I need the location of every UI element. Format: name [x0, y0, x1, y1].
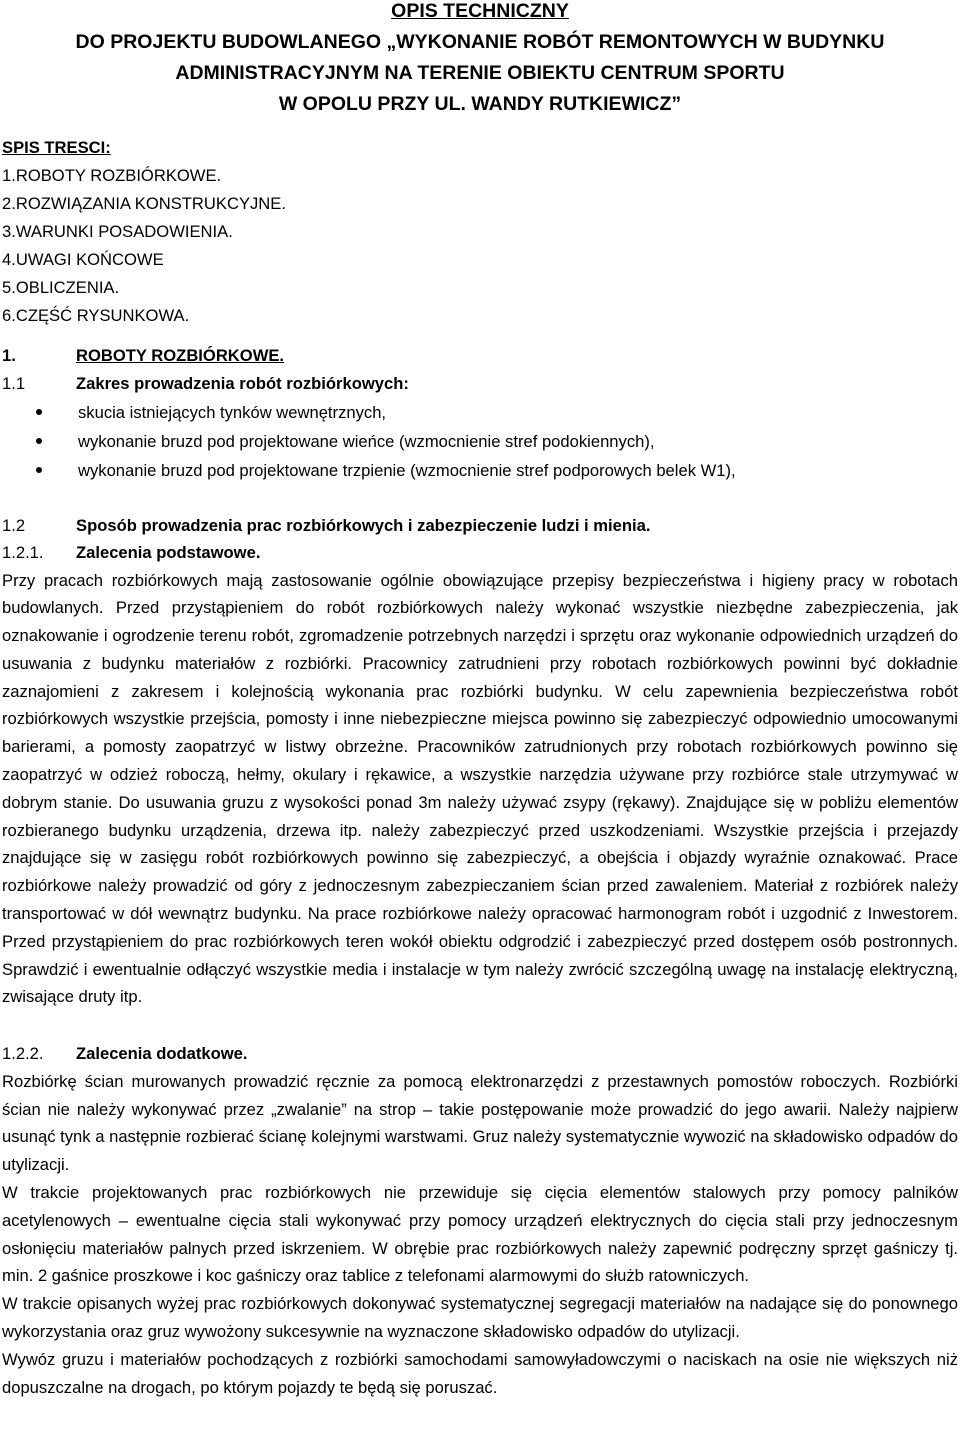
spacer: [0, 1011, 960, 1040]
bullet-icon: [36, 467, 42, 473]
list-item-text: skucia istniejących tynków wewnętrznych,: [78, 402, 387, 422]
toc-heading: SPIS TRESCI:: [2, 138, 111, 157]
additional-recommendations-paragraph-3: W trakcie opisanych wyżej prac rozbiórkowych dokonywać systematycznej segregacji materiałów na nadające się do ponownego wykorzystania oraz gruz wywożony sukcesywnie na wyznaczone składowisko odpadów do utylizacji.: [2, 1294, 958, 1341]
title-line-2: DO PROJEKTU BUDOWLANEGO „WYKONANIE ROBÓT REMONTOWYCH W BUDYNKU: [75, 31, 885, 53]
list-item-text: wykonanie bruzd pod projektowane wieńce (wzmocnienie stref podokiennych),: [78, 431, 655, 451]
title-line-3: ADMINISTRACYJNYM NA TERENIE OBIEKTU CENTRUM SPORTU: [175, 62, 785, 84]
toc-item: 3.WARUNKI POSADOWIENIA.: [2, 222, 233, 241]
subsection-1-2-1-number: 1.2.1.: [2, 543, 44, 562]
scope-list: [0, 398, 960, 485]
table-of-contents: [0, 134, 960, 330]
basic-recommendations-paragraph: Przy pracach rozbiórkowych mają zastosowanie ogólnie obowiązujące przepisy bezpieczeństwa i higieny pracy w robotach budowlanych. Przed przystąpieniem do robót rozbiórkowych należy wykonać wszystkie niezbędne zabezpieczenia, jak oznakowanie i ogrodzenie terenu robót, zgromadzenie potrzebnych narzędzi i sprzętu oraz wykonanie odpowiednich urządzeń do usuwania z budynku materiałów z rozbiórki. Pracownicy zatrudnieni przy robotach rozbiórkowych powinni być dokładnie zaznajomieni z zakresem i kolejnością wykonania prac rozbiórki budynku. W celu zapewnienia bezpieczeństwa robót rozbiórkowych wszystkie przejścia, pomosty i inne niebezpieczne miejsca powinno się zabezpieczyć odpowiednio umocowanymi barierami, a pomosty zaopatrzyć w listwy obrzeżne. Pracowników zatrudnionych przy robotach rozbiórkowych powinno się zaopatrzyć w odzież roboczą, hełmy, okulary i rękawice, a wszystkie narzędzia używane przy rozbiórce stale utrzymywać w dobrym stanie. Do usuwania gruzu z wysokości ponad 3m należy używać zsypy (rękawy). Znajdujące się w pobliżu elementów rozbieranego budynku urządzenia, drzewa itp. należy zabezpieczyć przed uszkodzeniami. Wszystkie przejścia i przejazdy znajdujące się w zasięgu robót rozbiórkowych powinno się zabezpieczyć, a obejścia i objazdy wyraźnie oznakować. Prace rozbiórkowe należy prowadzić od góry z jednoczesnym zabezpieczaniem ścian przed zawaleniem. Materiał z rozbiórek należy transportować w dół wewnątrz budynku. Na prace rozbiórkowe należy opracować harmonogram robót i uzgodnić z Inwestorem. Przed przystąpieniem do prac rozbiórkowych teren wokół obiektu odgrodzić i zabezpieczyć przed dostępem osób postronnych. Sprawdzić i ewentualnie odłączyć wszystkie media i instalacje w tym należy zwrócić szczególną uwagę na instalację elektryczną, zwisające druty itp.: [2, 570, 958, 1007]
list-item: [0, 398, 960, 427]
additional-recommendations-paragraph-4: Wywóz gruzu i materiałów pochodzących z rozbiórki samochodami samowyładowczymi o naciskach na osie nie większych niż dopuszczalne na drogach, po którym pojazdy te będą się poruszać.: [2, 1349, 958, 1397]
title-line-4: W OPOLU PRZY UL. WANDY RUTKIEWICZ”: [278, 93, 682, 115]
list-item: [0, 427, 960, 456]
document-title: [0, 0, 960, 120]
subsection-1-2-title: Sposób prowadzenia prac rozbiórkowych i zabezpieczenie ludzi i mienia.: [76, 515, 651, 535]
title-line-1: OPIS TECHNICZNY: [391, 0, 569, 22]
bullet-icon: [36, 409, 42, 415]
subsection-1-1-title: Zakres prowadzenia robót rozbiórkowych:: [76, 374, 409, 393]
section-1-title: ROBOTY ROZBIÓRKOWE.: [76, 346, 285, 365]
toc-item: 2.ROZWIĄZANIA KONSTRUKCYJNE.: [2, 194, 286, 213]
bullet-icon: [36, 438, 42, 444]
subsection-1-1-number: 1.1: [2, 374, 26, 393]
list-item: [0, 456, 960, 485]
subsection-1-2-1-heading: [0, 539, 960, 567]
section-1-number: 1.: [2, 346, 16, 365]
toc-item: 6.CZĘŚĆ RYSUNKOWA.: [2, 306, 190, 325]
toc-item: 1.ROBOTY ROZBIÓRKOWE.: [2, 166, 222, 185]
toc-item: 5.OBLICZENIA.: [2, 278, 120, 297]
spacer: [0, 485, 960, 512]
toc-item: 4.UWAGI KOŃCOWE: [2, 250, 164, 269]
subsection-1-1-heading: [0, 370, 960, 398]
section-1-heading: [0, 342, 960, 370]
additional-recommendations-paragraph-2: W trakcie projektowanych prac rozbiórkowych nie przewiduje się cięcia elementów stalowych przy pomocy palników acetylenowych – ewentualne cięcia stali wykonywać przy pomocy urządzeń elektrycznych do cięcia stali przy jednoczesnym osłonięciu materiałów palnych przed iskrzeniem. W obrębie prac rozbiórkowych należy zapewnić podręczny sprzęt gaśniczy tj. min. 2 gaśnice proszkowe i koc gaśniczy oraz tablice z telefonami alarmowymi do służb ratowniczych.: [2, 1182, 958, 1286]
subsection-1-2-2-title: Zalecenia dodatkowe.: [76, 1044, 248, 1064]
subsection-1-2-2-number: 1.2.2.: [2, 1044, 44, 1064]
subsection-1-2-1-title: Zalecenia podstawowe.: [76, 543, 261, 562]
subsection-1-2-number: 1.2: [2, 515, 26, 535]
additional-recommendations-paragraph-1: Rozbiórkę ścian murowanych prowadzić ręcznie za pomocą elektronarzędzi z przestawnych pomostów roboczych. Rozbiórki ścian nie należy wykonywać przez „zwalanie” na strop – takie postępowanie może prowadzić do jego awarii. Należy najpierw usunąć tynk a następnie rozbierać ścianę kolejnymi warstwami. Gruz należy systematycznie wywozić na składowisko odpadów do utylizacji.: [2, 1071, 958, 1175]
subsection-1-2-heading: [0, 512, 960, 540]
subsection-1-2-2-heading: [0, 1040, 960, 1068]
list-item-text: wykonanie bruzd pod projektowane trzpienie (wzmocnienie stref podporowych belek W1),: [78, 460, 736, 480]
